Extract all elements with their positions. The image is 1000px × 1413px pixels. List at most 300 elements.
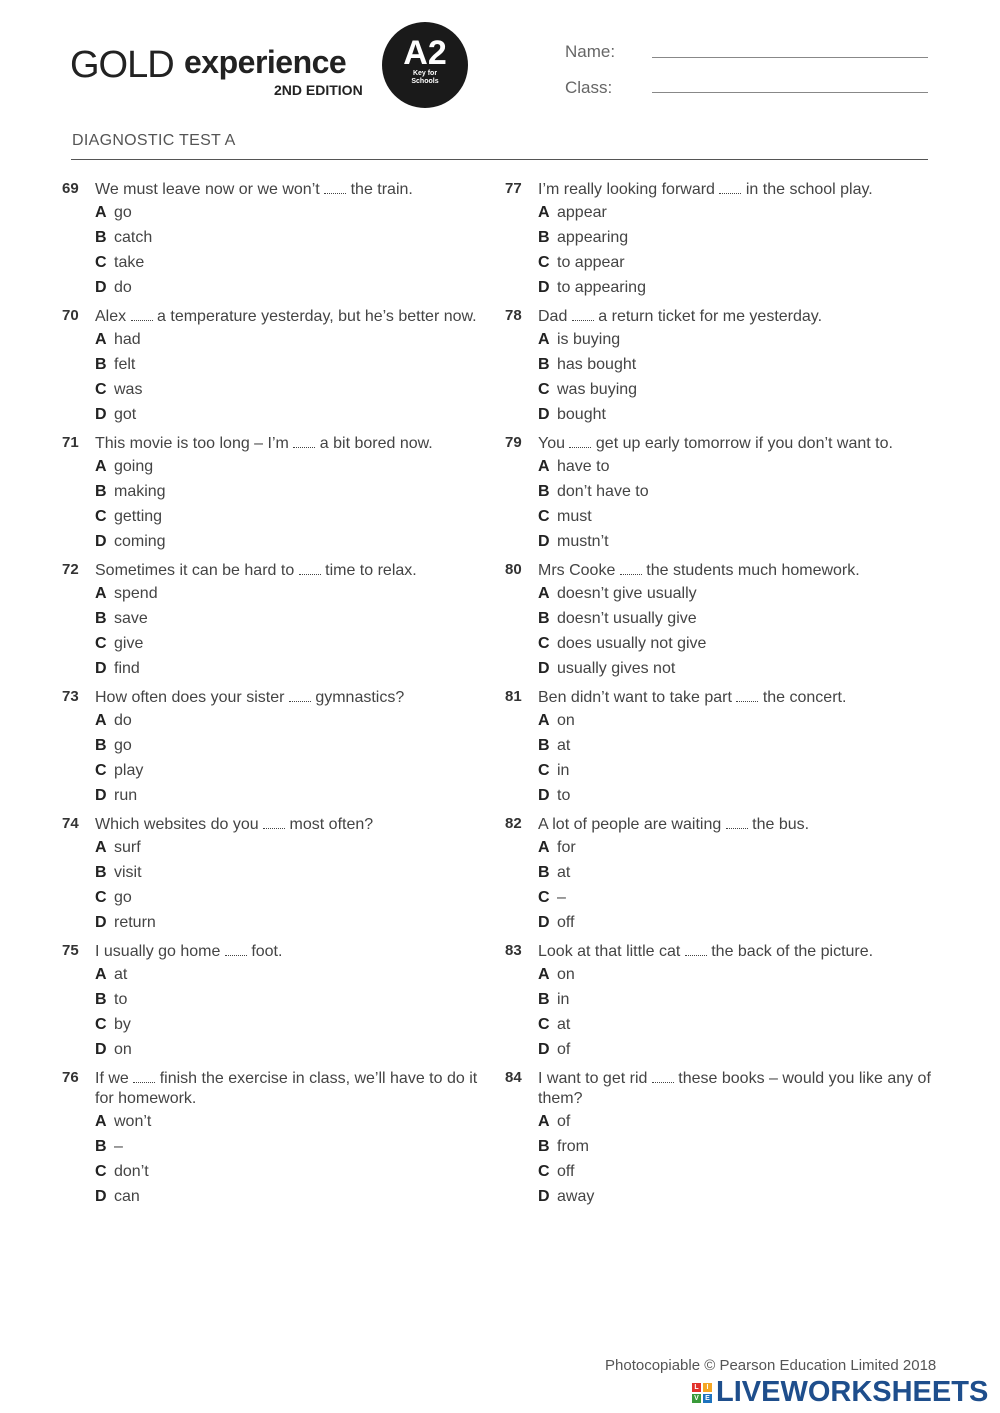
option-a[interactable] bbox=[95, 454, 492, 479]
option-letter: C bbox=[538, 1016, 550, 1033]
option-letter: D bbox=[95, 533, 107, 550]
question-number: 79 bbox=[505, 434, 522, 451]
option-letter: D bbox=[538, 914, 550, 931]
option-text: for bbox=[557, 839, 576, 856]
option-c[interactable] bbox=[95, 504, 492, 529]
option-c[interactable] bbox=[538, 1012, 935, 1037]
liveworksheets-icon bbox=[692, 1383, 712, 1403]
option-a[interactable] bbox=[95, 327, 492, 352]
option-c[interactable] bbox=[538, 377, 935, 402]
question-text-before: Ben didn’t want to take part bbox=[538, 689, 732, 706]
answer-blank[interactable] bbox=[299, 560, 321, 575]
question-text-after: time to relax. bbox=[325, 562, 417, 579]
option-b[interactable] bbox=[95, 352, 492, 377]
brand-gold: GOLD bbox=[70, 44, 174, 86]
option-letter: C bbox=[538, 508, 550, 525]
question-number: 82 bbox=[505, 815, 522, 832]
option-b[interactable] bbox=[95, 606, 492, 631]
option-letter: A bbox=[538, 712, 550, 729]
option-b[interactable] bbox=[538, 1134, 935, 1159]
option-letter: B bbox=[538, 610, 550, 627]
question-text-after: the train. bbox=[350, 181, 413, 198]
question-number: 70 bbox=[62, 307, 79, 324]
option-b[interactable] bbox=[538, 987, 935, 1012]
option-d[interactable] bbox=[538, 783, 935, 808]
level-sub-1: Key for bbox=[412, 70, 438, 77]
question-text-before: You bbox=[538, 435, 565, 452]
option-letter: D bbox=[95, 914, 107, 931]
option-letter: D bbox=[538, 660, 550, 677]
option-text: on bbox=[114, 1041, 132, 1058]
option-text: find bbox=[114, 660, 140, 677]
question-text-before: How often does your sister bbox=[95, 689, 285, 706]
option-text: to appearing bbox=[557, 279, 646, 296]
option-d[interactable] bbox=[95, 402, 492, 427]
question-text bbox=[538, 433, 935, 454]
option-d[interactable] bbox=[538, 1037, 935, 1062]
option-text: save bbox=[114, 610, 148, 627]
option-text: must bbox=[557, 508, 592, 525]
option-text: coming bbox=[114, 533, 166, 550]
question-71 bbox=[62, 433, 492, 554]
option-d[interactable] bbox=[95, 1184, 492, 1209]
level-sub-2: Schools bbox=[411, 78, 439, 85]
option-c[interactable] bbox=[538, 885, 935, 910]
options-list bbox=[538, 1109, 935, 1209]
class-field[interactable] bbox=[652, 92, 928, 93]
option-letter: B bbox=[95, 991, 107, 1008]
option-d[interactable] bbox=[538, 402, 935, 427]
left-column bbox=[62, 179, 492, 1215]
option-letter: D bbox=[95, 406, 107, 423]
option-text: on bbox=[557, 712, 575, 729]
liveworksheets-icon-tile: L bbox=[692, 1383, 701, 1392]
option-text: of bbox=[557, 1041, 571, 1058]
name-field[interactable] bbox=[652, 57, 928, 58]
question-number: 73 bbox=[62, 688, 79, 705]
level-badge bbox=[382, 22, 468, 108]
question-80 bbox=[505, 560, 935, 681]
question-text bbox=[95, 814, 492, 835]
question-70 bbox=[62, 306, 492, 427]
option-c[interactable] bbox=[538, 758, 935, 783]
answer-blank[interactable] bbox=[131, 306, 153, 321]
brand-edition: 2ND EDITION bbox=[274, 82, 363, 98]
option-text: away bbox=[557, 1188, 595, 1205]
option-text: do bbox=[114, 712, 132, 729]
option-text: take bbox=[114, 254, 145, 271]
level-text: A2 bbox=[403, 34, 447, 72]
option-text: off bbox=[557, 914, 575, 931]
option-a[interactable] bbox=[95, 581, 492, 606]
option-text: has bought bbox=[557, 356, 637, 373]
question-text-before: Which websites do you bbox=[95, 816, 259, 833]
question-text bbox=[95, 433, 492, 454]
option-a[interactable] bbox=[538, 327, 935, 352]
option-d[interactable] bbox=[95, 910, 492, 935]
option-text: by bbox=[114, 1016, 131, 1033]
answer-blank[interactable] bbox=[133, 1068, 155, 1083]
answer-blank[interactable] bbox=[289, 687, 311, 702]
question-text-after: the bus. bbox=[752, 816, 810, 833]
question-text bbox=[538, 179, 935, 200]
options-list bbox=[95, 327, 492, 427]
question-84 bbox=[505, 1068, 935, 1209]
option-letter: B bbox=[538, 483, 550, 500]
option-text: catch bbox=[114, 229, 153, 246]
option-d[interactable] bbox=[538, 656, 935, 681]
question-text bbox=[95, 1068, 492, 1109]
option-text: visit bbox=[114, 864, 142, 881]
option-text: making bbox=[114, 483, 166, 500]
options-list bbox=[538, 962, 935, 1062]
option-d[interactable] bbox=[95, 1037, 492, 1062]
option-a[interactable] bbox=[95, 1109, 492, 1134]
option-letter: D bbox=[95, 279, 107, 296]
option-letter: D bbox=[95, 660, 107, 677]
option-letter: B bbox=[538, 991, 550, 1008]
answer-blank[interactable] bbox=[652, 1068, 674, 1083]
option-a[interactable] bbox=[538, 200, 935, 225]
question-number: 72 bbox=[62, 561, 79, 578]
option-letter: D bbox=[95, 1041, 107, 1058]
question-74 bbox=[62, 814, 492, 935]
question-number: 74 bbox=[62, 815, 79, 832]
option-a[interactable] bbox=[95, 708, 492, 733]
option-letter: A bbox=[95, 839, 107, 856]
option-text: appearing bbox=[557, 229, 629, 246]
option-letter: C bbox=[95, 762, 107, 779]
option-letter: A bbox=[538, 458, 550, 475]
option-letter: C bbox=[538, 254, 550, 271]
answer-blank[interactable] bbox=[685, 941, 707, 956]
option-text: surf bbox=[114, 839, 141, 856]
answer-blank[interactable] bbox=[324, 179, 346, 194]
question-number: 76 bbox=[62, 1069, 79, 1086]
question-text-after: the back of the picture. bbox=[711, 943, 874, 960]
option-letter: C bbox=[95, 1163, 107, 1180]
options-list bbox=[538, 708, 935, 808]
option-text: to bbox=[557, 787, 571, 804]
question-text-after: a bit bored now. bbox=[319, 435, 433, 452]
options-list bbox=[95, 708, 492, 808]
option-letter: A bbox=[95, 331, 107, 348]
question-text-before: A lot of people are waiting bbox=[538, 816, 722, 833]
option-text: don’t have to bbox=[557, 483, 649, 500]
question-82 bbox=[505, 814, 935, 935]
option-text: of bbox=[557, 1113, 571, 1130]
liveworksheets-logo[interactable] bbox=[692, 1376, 988, 1409]
option-b[interactable] bbox=[95, 860, 492, 885]
question-75 bbox=[62, 941, 492, 1062]
option-text: to bbox=[114, 991, 128, 1008]
option-c[interactable] bbox=[538, 250, 935, 275]
options-list bbox=[538, 200, 935, 300]
question-text bbox=[538, 560, 935, 581]
option-d[interactable] bbox=[538, 529, 935, 554]
question-text-before: I’m really looking forward bbox=[538, 181, 715, 198]
options-list bbox=[95, 962, 492, 1062]
question-text-after: the concert. bbox=[762, 689, 847, 706]
option-text: at bbox=[557, 864, 571, 881]
question-text-after: get up early tomorrow if you don’t want to. bbox=[595, 435, 893, 452]
options-list bbox=[95, 454, 492, 554]
option-letter: A bbox=[538, 204, 550, 221]
option-letter: A bbox=[95, 204, 107, 221]
option-letter: C bbox=[538, 381, 550, 398]
option-text: is buying bbox=[557, 331, 621, 348]
option-a[interactable] bbox=[538, 962, 935, 987]
option-text: going bbox=[114, 458, 154, 475]
option-c[interactable] bbox=[538, 1159, 935, 1184]
question-text bbox=[95, 560, 492, 581]
option-b[interactable] bbox=[95, 987, 492, 1012]
liveworksheets-icon-tile: V bbox=[692, 1394, 701, 1403]
option-a[interactable] bbox=[538, 454, 935, 479]
option-b[interactable] bbox=[95, 1134, 492, 1159]
option-text: – bbox=[114, 1138, 123, 1155]
question-text-before: We must leave now or we won’t bbox=[95, 181, 320, 198]
option-text: off bbox=[557, 1163, 575, 1180]
option-text: play bbox=[114, 762, 144, 779]
option-c[interactable] bbox=[95, 1012, 492, 1037]
question-text bbox=[538, 306, 935, 327]
option-text: was buying bbox=[557, 381, 638, 398]
question-text-after: a return ticket for me yesterday. bbox=[598, 308, 823, 325]
option-letter: D bbox=[95, 787, 107, 804]
option-letter: D bbox=[538, 406, 550, 423]
option-letter: D bbox=[538, 1041, 550, 1058]
option-b[interactable] bbox=[538, 860, 935, 885]
option-text: don’t bbox=[114, 1163, 149, 1180]
option-text: bought bbox=[557, 406, 606, 423]
question-number: 77 bbox=[505, 180, 522, 197]
option-c[interactable] bbox=[95, 250, 492, 275]
option-text: was bbox=[114, 381, 143, 398]
option-text: had bbox=[114, 331, 141, 348]
option-c[interactable] bbox=[95, 758, 492, 783]
option-letter: B bbox=[95, 356, 107, 373]
question-78 bbox=[505, 306, 935, 427]
question-77 bbox=[505, 179, 935, 300]
option-c[interactable] bbox=[95, 885, 492, 910]
option-d[interactable] bbox=[538, 910, 935, 935]
question-83 bbox=[505, 941, 935, 1062]
option-letter: C bbox=[538, 1163, 550, 1180]
option-a[interactable] bbox=[538, 581, 935, 606]
option-b[interactable] bbox=[538, 225, 935, 250]
question-81 bbox=[505, 687, 935, 808]
question-text-before: Mrs Cooke bbox=[538, 562, 616, 579]
copyright-text: Photocopiable © Pearson Education Limited 2018 bbox=[605, 1357, 937, 1374]
option-text: go bbox=[114, 889, 132, 906]
question-text bbox=[538, 687, 935, 708]
question-text-before: Alex bbox=[95, 308, 127, 325]
option-letter: B bbox=[95, 864, 107, 881]
option-letter: C bbox=[538, 762, 550, 779]
option-d[interactable] bbox=[95, 275, 492, 300]
answer-blank[interactable] bbox=[293, 433, 315, 448]
question-text bbox=[95, 941, 492, 962]
option-text: return bbox=[114, 914, 156, 931]
option-letter: B bbox=[95, 737, 107, 754]
option-letter: D bbox=[538, 787, 550, 804]
option-c[interactable] bbox=[95, 1159, 492, 1184]
option-b[interactable] bbox=[538, 479, 935, 504]
question-number: 71 bbox=[62, 434, 79, 451]
option-text: run bbox=[114, 787, 138, 804]
option-letter: C bbox=[95, 254, 107, 271]
option-text: getting bbox=[114, 508, 163, 525]
answer-blank[interactable] bbox=[719, 179, 741, 194]
question-number: 84 bbox=[505, 1069, 522, 1086]
option-c[interactable] bbox=[538, 504, 935, 529]
option-d[interactable] bbox=[95, 783, 492, 808]
option-text: go bbox=[114, 204, 132, 221]
option-letter: B bbox=[538, 737, 550, 754]
question-72 bbox=[62, 560, 492, 681]
option-letter: A bbox=[95, 966, 107, 983]
option-letter: B bbox=[538, 1138, 550, 1155]
answer-blank[interactable] bbox=[736, 687, 758, 702]
answer-blank[interactable] bbox=[225, 941, 247, 956]
option-a[interactable] bbox=[95, 962, 492, 987]
option-letter: A bbox=[95, 712, 107, 729]
option-letter: C bbox=[95, 381, 107, 398]
brand-experience: experience bbox=[184, 44, 347, 80]
option-text: won’t bbox=[114, 1113, 152, 1130]
option-letter: A bbox=[538, 585, 550, 602]
question-number: 69 bbox=[62, 180, 79, 197]
option-text: can bbox=[114, 1188, 140, 1205]
question-text-before: I want to get rid bbox=[538, 1070, 648, 1087]
name-label: Name: bbox=[565, 42, 616, 61]
question-text bbox=[95, 179, 492, 200]
option-letter: D bbox=[538, 279, 550, 296]
option-text: usually gives not bbox=[557, 660, 676, 677]
option-letter: A bbox=[95, 585, 107, 602]
options-list bbox=[95, 581, 492, 681]
option-b[interactable] bbox=[538, 352, 935, 377]
question-text-before: This movie is too long – I’m bbox=[95, 435, 289, 452]
option-d[interactable] bbox=[538, 275, 935, 300]
options-list bbox=[95, 200, 492, 300]
option-letter: C bbox=[538, 889, 550, 906]
question-number: 83 bbox=[505, 942, 522, 959]
option-c[interactable] bbox=[95, 377, 492, 402]
question-number: 75 bbox=[62, 942, 79, 959]
option-letter: A bbox=[95, 1113, 107, 1130]
option-text: at bbox=[114, 966, 128, 983]
option-a[interactable] bbox=[95, 200, 492, 225]
question-text-before: Look at that little cat bbox=[538, 943, 681, 960]
question-text-after: a temperature yesterday, but he’s better now. bbox=[157, 308, 477, 325]
option-a[interactable] bbox=[95, 835, 492, 860]
options-list bbox=[95, 835, 492, 935]
option-letter: A bbox=[538, 331, 550, 348]
option-c[interactable] bbox=[538, 631, 935, 656]
question-79 bbox=[505, 433, 935, 554]
question-text bbox=[95, 306, 492, 327]
question-number: 81 bbox=[505, 688, 522, 705]
answer-blank[interactable] bbox=[726, 814, 748, 829]
answer-blank[interactable] bbox=[263, 814, 285, 829]
option-b[interactable] bbox=[538, 606, 935, 631]
question-text-after: foot. bbox=[251, 943, 283, 960]
option-letter: C bbox=[538, 635, 550, 652]
question-text-after: finish the exercise in class, we’ll have to do it for homework. bbox=[95, 1070, 478, 1107]
question-73 bbox=[62, 687, 492, 808]
option-b[interactable] bbox=[538, 733, 935, 758]
question-text-after: the students much homework. bbox=[646, 562, 860, 579]
option-d[interactable] bbox=[538, 1184, 935, 1209]
option-text: on bbox=[557, 966, 575, 983]
option-d[interactable] bbox=[95, 656, 492, 681]
question-76 bbox=[62, 1068, 492, 1209]
answer-blank[interactable] bbox=[569, 433, 591, 448]
option-b[interactable] bbox=[95, 733, 492, 758]
option-text: go bbox=[114, 737, 132, 754]
option-text: appear bbox=[557, 204, 607, 221]
option-letter: C bbox=[95, 889, 107, 906]
question-text-before: If we bbox=[95, 1070, 129, 1087]
option-letter: D bbox=[538, 533, 550, 550]
option-text: mustn’t bbox=[557, 533, 609, 550]
option-letter: A bbox=[95, 458, 107, 475]
question-text bbox=[538, 1068, 935, 1109]
question-text-after: gymnastics? bbox=[315, 689, 405, 706]
option-text: got bbox=[114, 406, 137, 423]
option-letter: B bbox=[95, 610, 107, 627]
option-text: from bbox=[557, 1138, 589, 1155]
answer-blank[interactable] bbox=[620, 560, 642, 575]
option-letter: B bbox=[538, 864, 550, 881]
question-text-after: most often? bbox=[289, 816, 374, 833]
option-b[interactable] bbox=[95, 479, 492, 504]
options-list bbox=[95, 1109, 492, 1209]
option-text: at bbox=[557, 1016, 571, 1033]
option-text: in bbox=[557, 991, 570, 1008]
option-letter: B bbox=[95, 1138, 107, 1155]
option-letter: B bbox=[95, 229, 107, 246]
option-d[interactable] bbox=[95, 529, 492, 554]
option-c[interactable] bbox=[95, 631, 492, 656]
option-a[interactable] bbox=[538, 1109, 935, 1134]
option-text: in bbox=[557, 762, 570, 779]
question-text bbox=[538, 814, 935, 835]
option-letter: C bbox=[95, 1016, 107, 1033]
answer-blank[interactable] bbox=[572, 306, 594, 321]
option-text: at bbox=[557, 737, 571, 754]
question-text-before: I usually go home bbox=[95, 943, 221, 960]
option-letter: C bbox=[95, 508, 107, 525]
option-text: doesn’t usually give bbox=[557, 610, 697, 627]
question-text-before: Dad bbox=[538, 308, 568, 325]
option-text: spend bbox=[114, 585, 158, 602]
options-list bbox=[538, 454, 935, 554]
options-list bbox=[538, 835, 935, 935]
option-b[interactable] bbox=[95, 225, 492, 250]
liveworksheets-wordmark: LIVEWORKSHEETS bbox=[716, 1376, 989, 1408]
options-list bbox=[538, 581, 935, 681]
right-column bbox=[505, 179, 935, 1215]
option-a[interactable] bbox=[538, 835, 935, 860]
question-text-after: these books – would you like any of them? bbox=[538, 1070, 931, 1107]
question-number: 78 bbox=[505, 307, 522, 324]
option-letter: B bbox=[538, 356, 550, 373]
option-text: to appear bbox=[557, 254, 625, 271]
option-a[interactable] bbox=[538, 708, 935, 733]
